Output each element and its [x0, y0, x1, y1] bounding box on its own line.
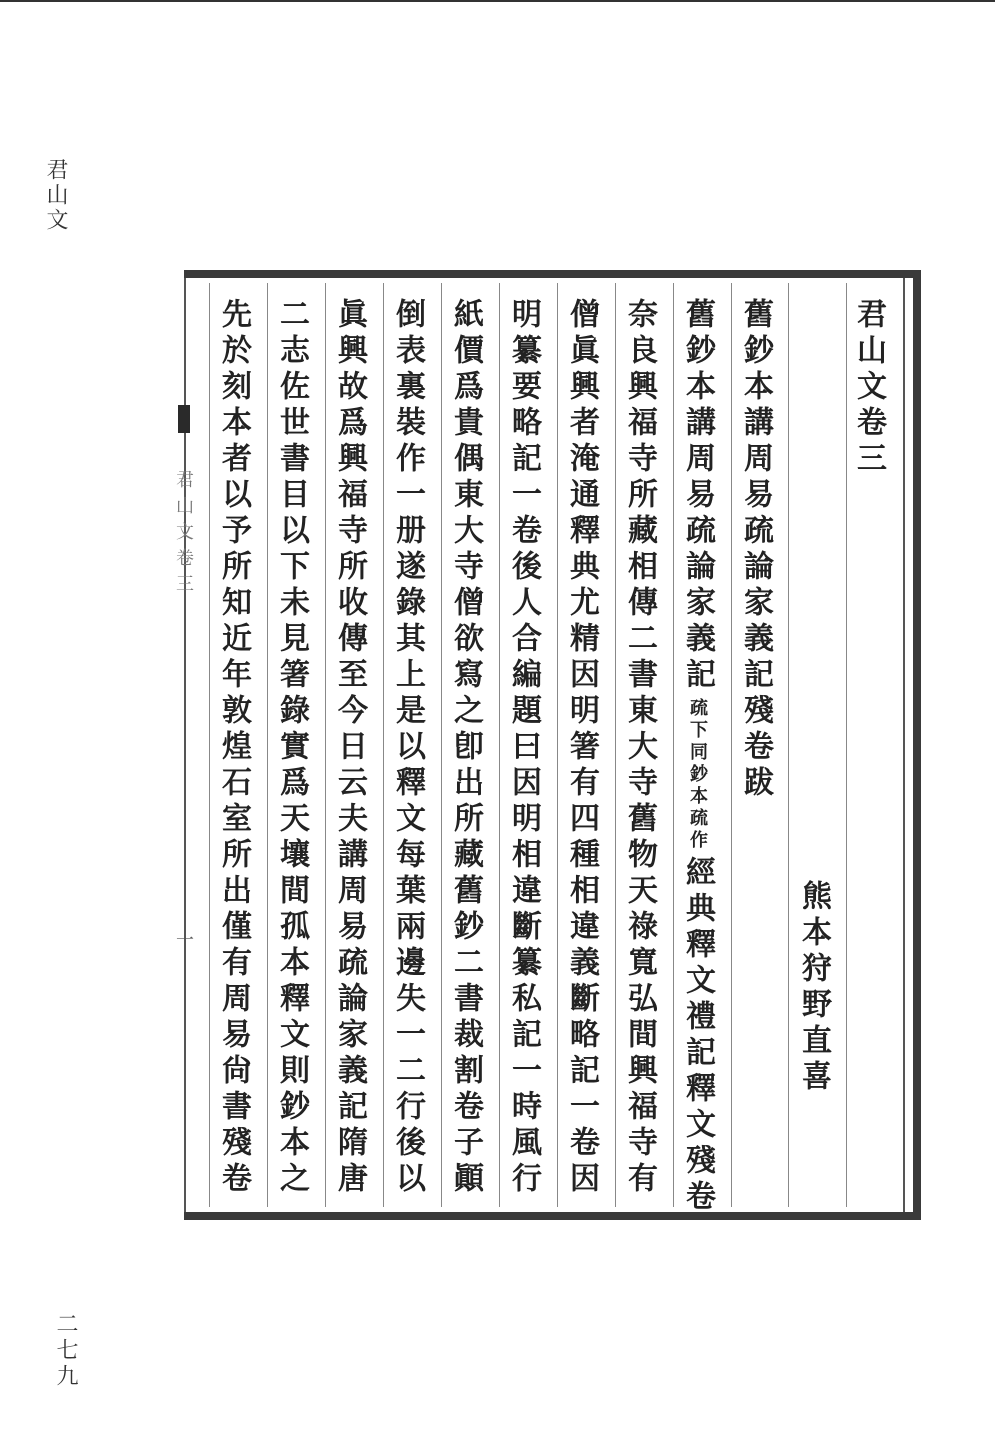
frame-right-inner-line: [903, 278, 905, 1212]
column-rule: [615, 283, 616, 1207]
column-rule: [557, 283, 558, 1207]
text-column-6: 倒表裏裝作一册遂錄其上是以釋文每葉兩邊失一二行後以: [390, 298, 425, 1198]
text-column-5: 紙價爲貴偶東大寺僧欲寫之卽出所藏舊鈔二書裁割卷子顚: [448, 298, 483, 1198]
column-rule: [846, 283, 847, 1207]
text-column-8: 二志佐世書目以下未見箸錄實爲天壤間孤本釋文則鈔本之: [274, 298, 309, 1198]
column-rule: [325, 283, 326, 1207]
column-rule: [441, 283, 442, 1207]
frame-right-border: [913, 270, 921, 1220]
fishtail-mark: [178, 405, 190, 433]
page-number: 二七九: [53, 1312, 78, 1390]
text-segment: 舊鈔本講周易疏論家義記: [680, 298, 715, 694]
top-rule: [0, 0, 995, 2]
text-column-1: [680, 298, 715, 1216]
column-rule: [209, 283, 210, 1207]
column-rule: [383, 283, 384, 1207]
running-title: 君山文: [43, 158, 68, 233]
frame-top-border: [184, 270, 921, 278]
inline-note: [688, 698, 706, 852]
block-heart-folio: 一: [173, 930, 194, 948]
block-heart-title: 君山文卷三: [173, 470, 194, 600]
column-rule: [731, 283, 732, 1207]
text-column-9: 先於刻本者以予所知近年敦煌石室所出僅有周易尙書殘卷: [216, 298, 251, 1198]
column-rule: [499, 283, 500, 1207]
column-rule: [673, 283, 674, 1207]
text-segment: 經典釋文禮記釋文殘卷: [680, 856, 715, 1216]
text-column-3: 僧眞興者淹通釋典尤精因明箸有四種相違義斷略記一卷因: [564, 298, 599, 1198]
text-column-4: 明纂要略記一卷後人合編題曰因明相違斷纂私記一時風行: [506, 298, 541, 1198]
frame-bottom-border: [184, 1212, 921, 1220]
column-rule: [788, 283, 789, 1207]
text-column-2: 奈良興福寺所藏相傳二書東大寺舊物天祿寬弘間興福寺有: [622, 298, 657, 1198]
author-name: 熊本狩野直喜: [796, 880, 831, 1096]
inline-note-right: 鈔本疏作: [687, 764, 708, 852]
essay-title: 舊鈔本講周易疏論家義記殘卷跋: [738, 298, 773, 802]
text-column-7: 眞興故爲興福寺所收傳至今日云夫講周易疏論家義記隋唐: [332, 298, 367, 1198]
inline-note-left: 疏下同: [687, 698, 708, 764]
column-rule: [267, 283, 268, 1207]
volume-title: 君山文卷三: [851, 298, 886, 478]
